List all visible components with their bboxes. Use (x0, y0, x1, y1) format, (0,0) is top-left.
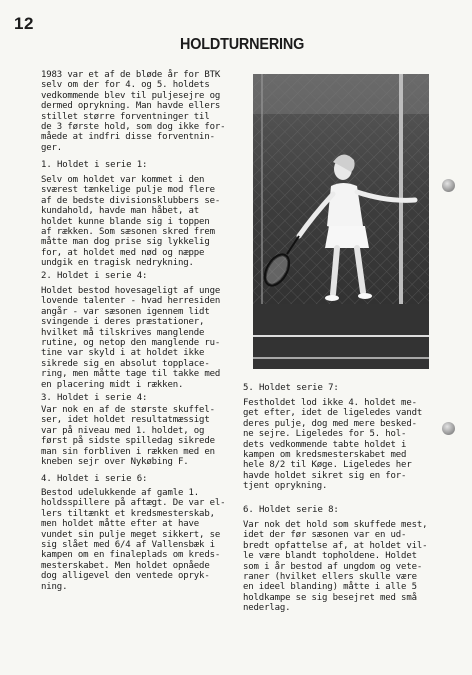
page-number: 12 (14, 14, 34, 33)
section-4-body: Bestod udelukkende af gamle 1. holdsspillere på aftægt. De var el- lers tiltænkt et kredsmesterskab, men holdet måtte efter at have vundet sin pulje meget sikkert, se sig slået med 6/4 af Vallensbæk i kampen om en finaleplads om kreds- mesterskabet. Men holdet opnåede dog alligevel den ventede opryk- ning. (41, 488, 226, 592)
section-6-heading: 6. Holdet serie 8: (243, 505, 339, 515)
section-2-body: Holdet bestod hovesageligt af unge lovende talenter - hvad herresiden angår - var sæsonen igennem lidt svingende i deres præstationer, hvilket må tilskrives manglende rutine, og netop den manglende ru- tine var skyld i at holdet ikke sikrede sig en absolut topplace- ring, men måtte tage til takke med en placering midt i rækken. (41, 286, 221, 390)
section-3-heading: 3. Holdet i serie 4: (41, 393, 148, 403)
section-1-body: Selv om holdet var kommet i den sværest tænkelige pulje mod flere af de bedste divisionsklubbers se- kundahold, havde man håbet, at holdet kunne blande sig i toppen af rækken. Som sæsonen skred frem måtte man dog prise sig lykkelig for, at holdet med nød og næppe undgik en tragisk nedrykning. (41, 175, 221, 269)
intro-paragraph: 1983 var et af de bløde år for BTK selv om der for 4. og 5. holdets vedkommende blev til puljesejre og dermed oprykning. Man havde ellers stillet større forventninger til de 3 første hold, som dog ikke for- måede at indfri disse forventnin- ger. (41, 70, 226, 153)
section-6-body: Var nok det hold som skuffede mest, idet der før sæsonen var en ud- bredt opfattelse af, at holdet vil- le være blandt topholdene. Holdet som i år bestod af ungdom og vete- raner (hvilket ellers skulle være en ideel blanding) måtte i alle 5 holdkampe se sig besejret med små nederlag. (243, 520, 428, 614)
section-1-heading: 1. Holdet i serie 1: (41, 160, 148, 170)
tennis-player-photo (253, 74, 432, 369)
binder-hole-top (442, 179, 455, 192)
section-2-heading: 2. Holdet i serie 4: (41, 271, 148, 281)
section-5-heading: 5. Holdet serie 7: (243, 383, 339, 393)
page-title: HOLDTURNERING (180, 36, 305, 53)
section-4-heading: 4. Holdet i serie 6: (41, 474, 148, 484)
section-3-body: Var nok en af de største skuffel- ser, idet holdet resultatmæssigt var på niveau med 1. holdet, og først på sidste spilledag sikrede man sin forbliven i rækken med en kneben sejr over Nykøbing F. (41, 405, 215, 468)
binder-hole-bottom (442, 422, 455, 435)
section-5-body: Festholdet lod ikke 4. holdet me- get efter, idet de ligeledes vandt deres pulje, dog med mere besked- ne sejre. Ligeledes for 5. hol- dets vedkommende tabte holdet i kampen om kredsmesterskabet med hele 8/2 til Køge. Ligeledes her havde holdet sikret sig en for- tjent oprykning. (243, 398, 423, 492)
